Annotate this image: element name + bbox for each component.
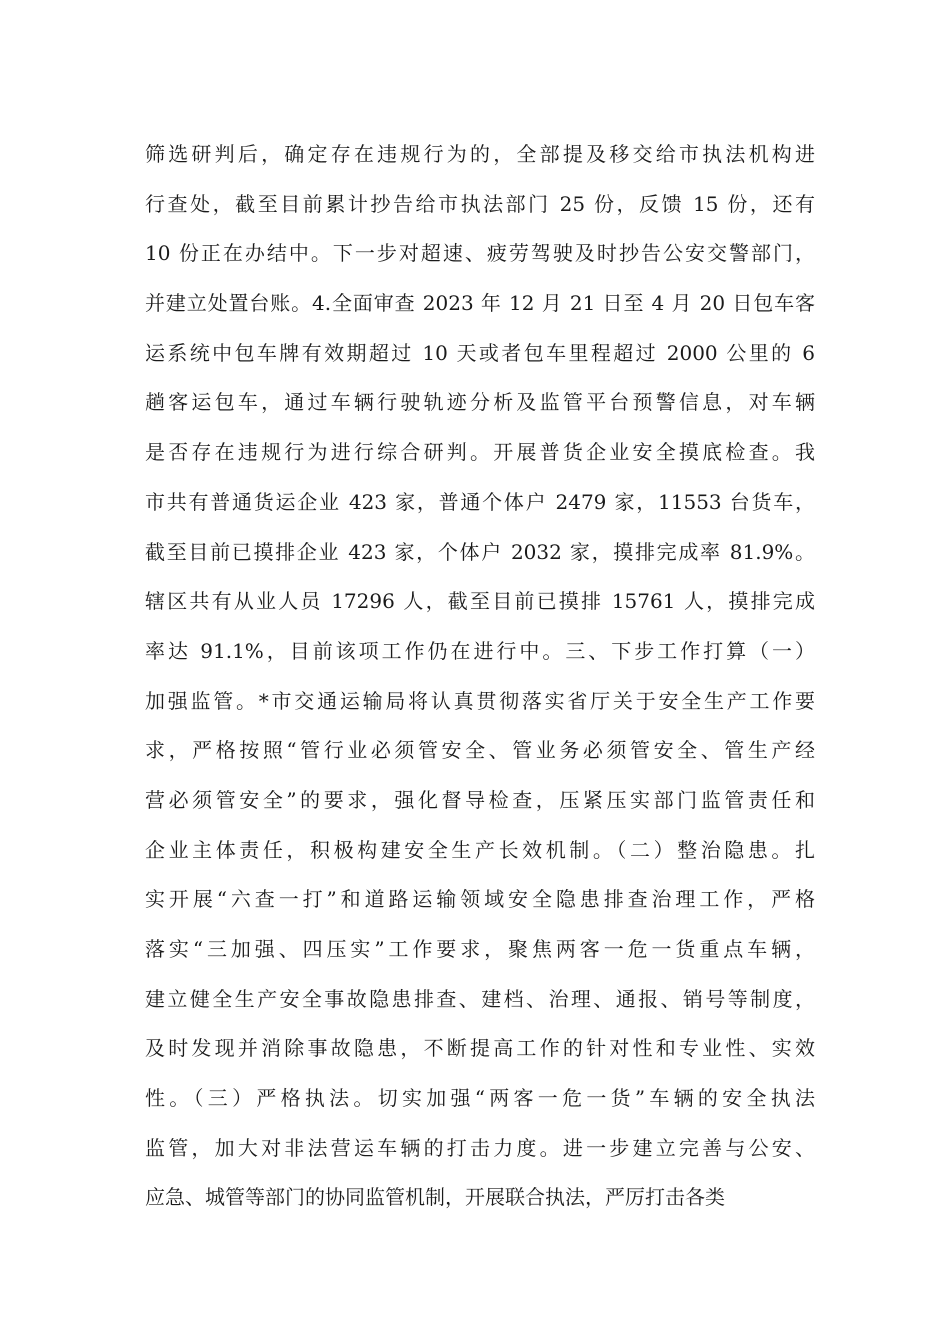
text-line-6: 趟客运包车，通过车辆行驶轨迹分析及监管平台预警信息，对车辆 <box>145 390 815 415</box>
text-line-8: 市共有普通货运企业 423 家，普通个体户 2479 家，11553 台货车， <box>145 489 815 514</box>
text-line-13: 求，严格按照“管行业必须管安全、管业务必须管安全、管生产经 <box>145 738 815 763</box>
text-line-21: 监管，加大对非法营运车辆的打击力度。进一步建立完善与公安、 <box>145 1135 815 1160</box>
body-text <box>145 130 815 1223</box>
text-line-18: 建立健全生产安全事故隐患排查、建档、治理、通报、销号等制度， <box>145 986 815 1011</box>
text-line-12: 加强监管。*市交通运输局将认真贯彻落实省厅关于安全生产工作要 <box>145 688 815 713</box>
text-line-5: 运系统中包车牌有效期超过 10 天或者包车里程超过 2000 公里的 6 <box>145 340 815 365</box>
text-line-4: 并建立处置台账。4.全面审查 2023 年 12 月 21 日至 4 月 20 日包车客 <box>145 291 815 316</box>
text-line-16: 实开展“六查一打”和道路运输领域安全隐患排查治理工作，严格 <box>145 887 815 912</box>
text-line-22: 应急、城管等部门的协同监管机制，开展联合执法，严厉打击各类 <box>145 1185 725 1210</box>
text-line-14: 营必须管安全”的要求，强化督导检查，压紧压实部门监管责任和 <box>145 787 815 812</box>
text-line-9: 截至目前已摸排企业 423 家，个体户 2032 家，摸排完成率 81.9%。 <box>145 539 815 564</box>
text-line-7: 是否存在违规行为进行综合研判。开展普货企业安全摸底检查。我 <box>145 440 815 465</box>
text-line-20: 性。（三）严格执法。切实加强“两客一危一货”车辆的安全执法 <box>145 1086 815 1111</box>
text-line-11: 率达 91.1%，目前该项工作仍在进行中。三、下步工作打算（一） <box>145 638 815 663</box>
text-line-15: 企业主体责任，积极构建安全生产长效机制。（二）整治隐患。扎 <box>145 837 815 862</box>
text-line-1: 筛选研判后，确定存在违规行为的，全部提及移交给市执法机构进 <box>145 142 815 166</box>
text-line-2: 行查处，截至目前累计抄告给市执法部门 25 份，反馈 15 份，还有 <box>145 191 815 216</box>
text-line-19: 及时发现并消除事故隐患，不断提高工作的针对性和专业性、实效 <box>145 1036 815 1061</box>
text-line-3: 10 份正在办结中。下一步对超速、疲劳驾驶及时抄告公安交警部门， <box>145 241 815 266</box>
text-line-17: 落实“三加强、四压实”工作要求，聚焦两客一危一货重点车辆， <box>145 937 815 961</box>
text-line-10: 辖区共有从业人员 17296 人，截至目前已摸排 15761 人，摸排完成 <box>145 589 815 614</box>
